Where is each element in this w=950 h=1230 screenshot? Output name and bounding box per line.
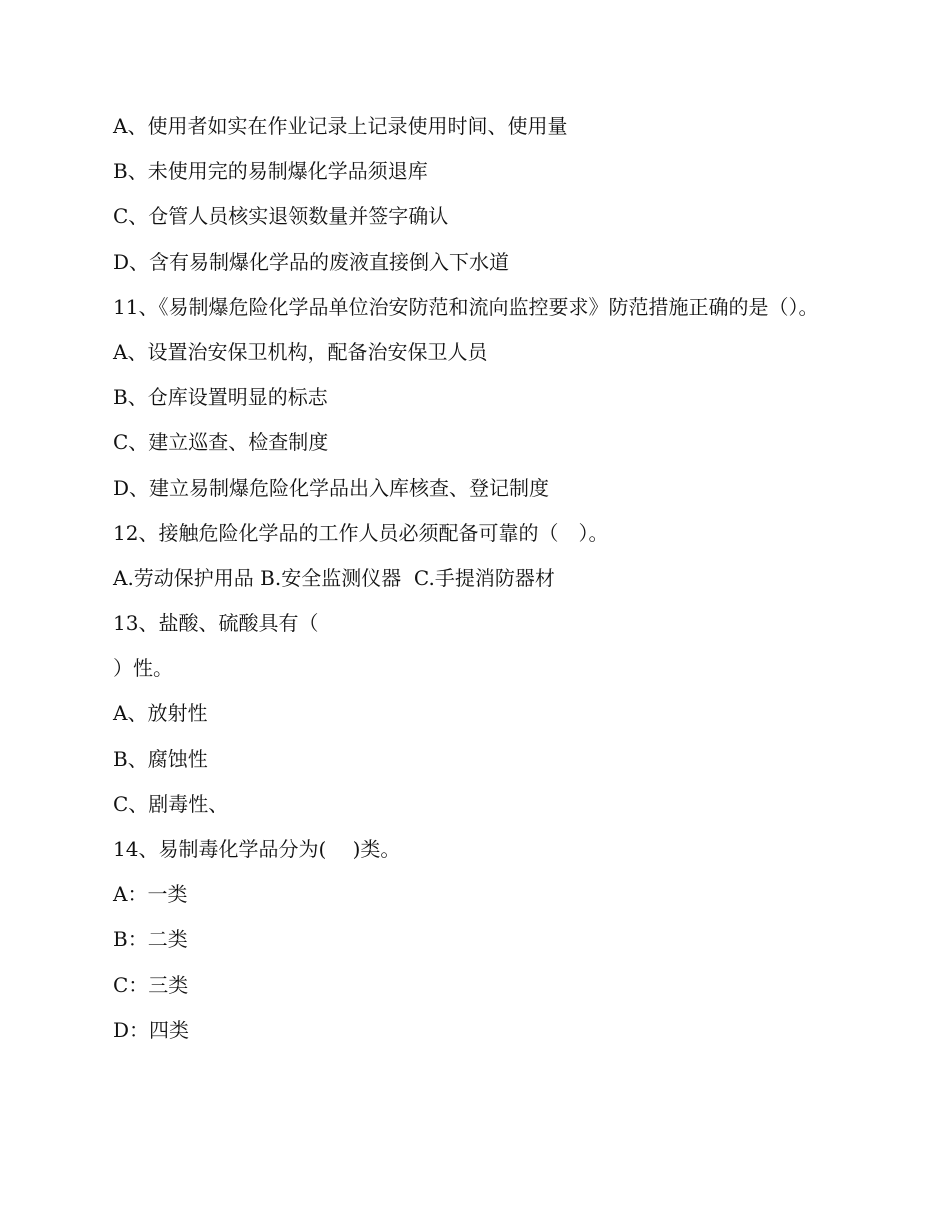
question-line: 11、《易制爆危险化学品单位治安防范和流向监控要求》防范措施正确的是（）。 [113, 294, 819, 319]
question-line: 12、接触危险化学品的工作人员必须配备可靠的（ ）。 [113, 520, 609, 545]
option-line: B、腐蚀性 [113, 746, 208, 771]
option-line: C、剧毒性、 [113, 791, 229, 816]
option-line: B、未使用完的易制爆化学品须退库 [113, 159, 428, 184]
option-line: A、放射性 [113, 701, 208, 726]
option-line: B、仓库设置明显的标志 [113, 385, 328, 410]
option-line: D、建立易制爆危险化学品出入库核查、登记制度 [113, 475, 550, 500]
option-line: D、含有易制爆化学品的废液直接倒入下水道 [113, 249, 510, 274]
question-line: ）性。 [113, 656, 173, 681]
question-line: 14、易制毒化学品分为( )类。 [113, 837, 401, 861]
option-line: C、建立巡查、检查制度 [113, 430, 329, 455]
option-line: A、设置治安保卫机构，配备治安保卫人员 [113, 339, 488, 364]
option-line: C、仓管人员核实退领数量并签字确认 [113, 204, 449, 229]
option-line: A：一类 [113, 882, 188, 907]
question-line: 13、盐酸、硫酸具有（ [113, 611, 319, 636]
option-line: A.劳动保护用品 B.安全监测仪器 C.手提消防器材 [113, 565, 555, 590]
option-line: C：三类 [113, 972, 189, 997]
option-line: A、使用者如实在作业记录上记录使用时间、使用量 [113, 114, 568, 138]
document-body [113, 111, 853, 1060]
option-line: D：四类 [113, 1017, 190, 1042]
option-line: B：二类 [113, 927, 188, 952]
